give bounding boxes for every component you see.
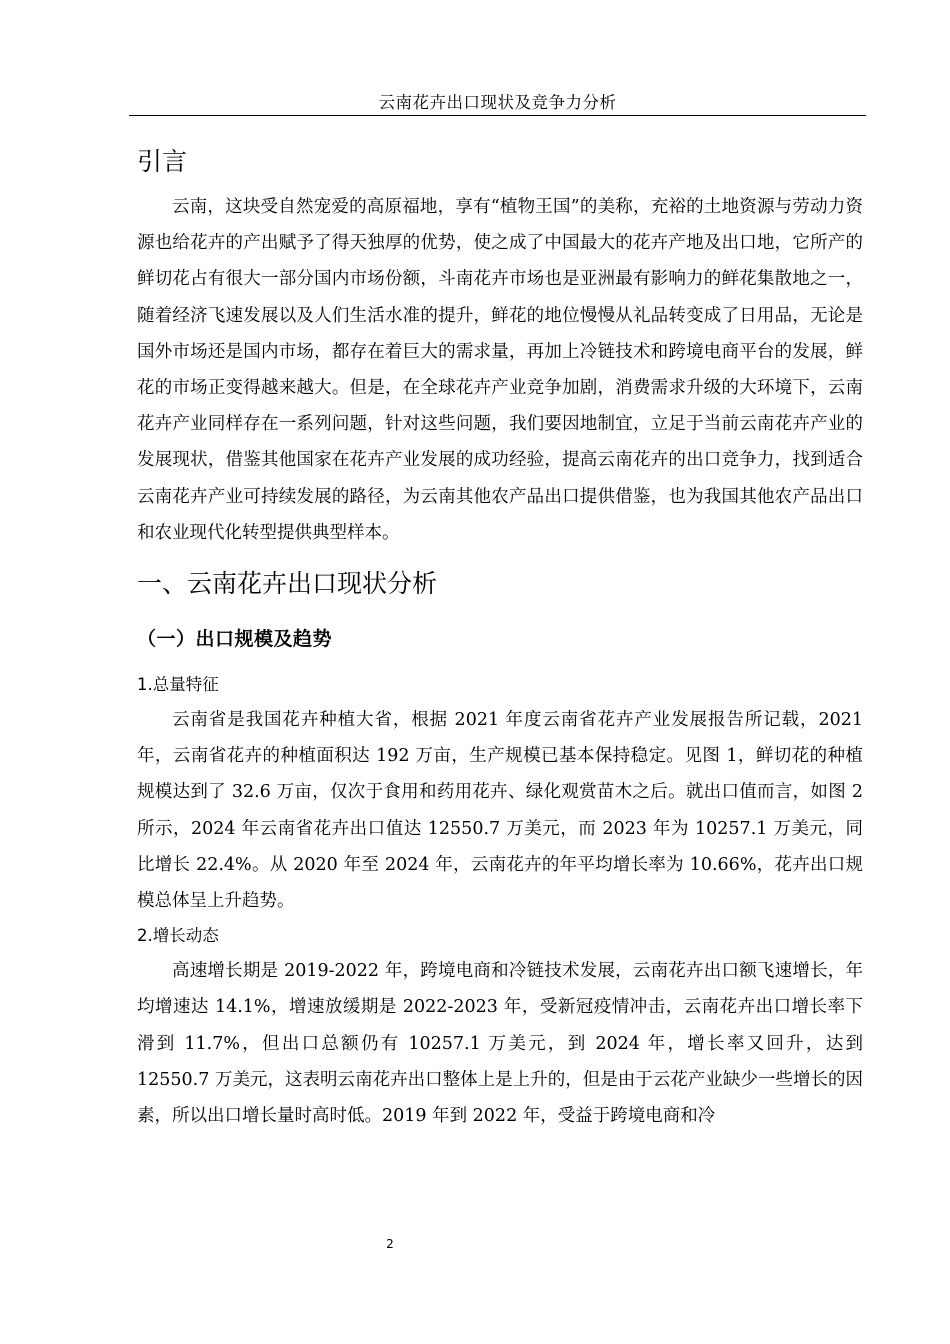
intro-heading: 引言	[137, 147, 188, 176]
page-number: 2	[386, 1237, 394, 1251]
intro-paragraph: 云南，这块受自然宠爱的高原福地，享有“植物王国”的美称，充裕的土地资源与劳动力资源也给花卉的产出赋予了得天独厚的优势，使之成了中国最大的花卉产地及出口地，它所产的鲜切花占有很大一部分国内市场份额，斗南花卉市场也是亚洲最有影响力的鲜花集散地之一，随着经济飞速发展以及人们生活水准的提升，鲜花的地位慢慢从礼品转变成了日用品，无论是国外市场还是国内市场，都存在着巨大的需求量，再加上冷链技术和跨境电商平台的发展，鲜花的市场正变得越来越大。但是，在全球花卉产业竞争加剧，消费需求升级的大环境下，云南花卉产业同样存在一系列问题，针对这些问题，我们要因地制宜，立足于当前云南花卉产业的发展现状，借鉴其他国家在花卉产业发展的成功经验，提高云南花卉的出口竞争力，找到适合云南花卉产业可持续发展的路径，为云南其他农产品出口提供借鉴，也为我国其他农产品出口和农业现代化转型提供典型样本。	[137, 197, 863, 543]
section-1-heading: 一、云南花卉出口现状分析	[137, 569, 438, 599]
item-1-paragraph: 云南省是我国花卉种植大省，根据 2021 年度云南省花卉产业发展报告所记载，2021 年，云南省花卉的种植面积达 192 万亩，生产规模已基本保持稳定。见图 1，鲜切花的种植规模达到了 32.6 万亩，仅次于食用和药用花卉、绿化观赏苗木之后。就出口值而言，如图 2 所示，2024 年云南省花卉出口值达 12550.7 万美元，而 2023 年为 10257.1 万美元，同比增长 22.4%。从 2020 年至 2024 年，云南花卉的年平均增长率为 10.66%，花卉出口规模总体呈上升趋势。	[137, 710, 863, 912]
header-rule	[129, 115, 866, 116]
item-1-heading: 1.总量特征	[137, 675, 219, 695]
page-body	[137, 140, 863, 1134]
item-2-paragraph: 高速增长期是 2019-2022 年，跨境电商和冷链技术发展，云南花卉出口额飞速增长，年均增速达 14.1%，增速放缓期是 2022-2023 年，受新冠疫情冲击，云南花卉出口增长率下滑到 11.7%，但出口总额仍有 10257.1 万美元，到 2024 年，增长率又回升，达到 12550.7 万美元，这表明云南花卉出口整体上是上升的，但是由于云花产业缺少一些增长的因素，所以出口增长量时高时低。2019 年到 2022 年，受益于跨境电商和冷	[137, 961, 863, 1127]
item-2-heading: 2.增长动态	[137, 926, 219, 946]
subsection-1-heading: （一）出口规模及趋势	[137, 628, 333, 651]
running-header-title: 云南花卉出口现状及竞争力分析	[378, 93, 617, 112]
